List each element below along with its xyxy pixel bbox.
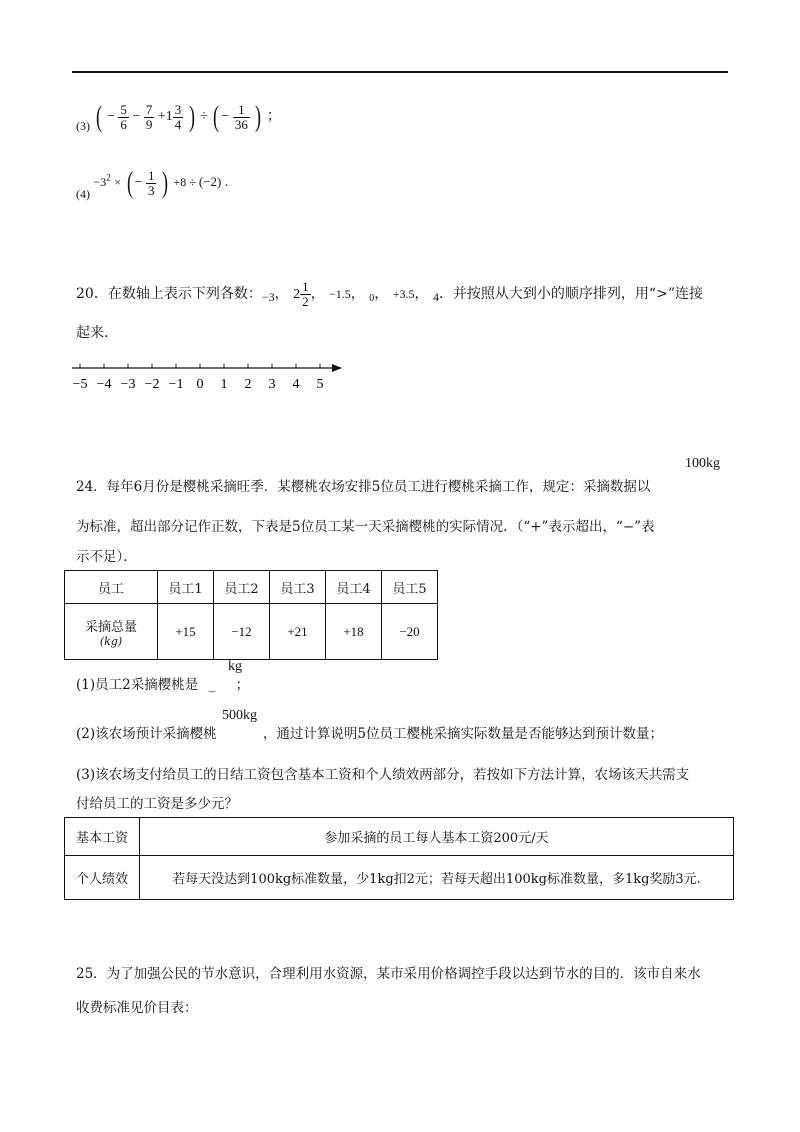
q24-line2: 为标准，超出部分记作正数，下表是5位员工某一天采摘樱桃的实际情况．（“+”表示超出，“−”表: [76, 519, 655, 535]
axis-tick-label: −3: [120, 377, 136, 392]
q24-line3: 示不足）．: [76, 549, 137, 565]
wage-row-label: 个人绩效: [65, 856, 140, 900]
table-header-cell: 员工5: [382, 571, 438, 604]
axis-tick-label: 4: [292, 377, 300, 392]
table-header-cell: 员工2: [214, 571, 270, 604]
item4-label: (4): [76, 187, 90, 202]
fraction: $\frac{1}{36}$: [234, 101, 248, 132]
wage-table: [64, 817, 734, 900]
wage-row-value: 参加采摘的员工每人基本工资200元/天: [140, 818, 734, 856]
axis-tick-label: 2: [244, 377, 252, 392]
q24-sub3-line1: (3)该农场支付给员工的日结工资包含基本工资和个人绩效两部分，若按如下方法计算，农场该天共需支: [76, 767, 690, 783]
table-header-cell: 员工: [65, 571, 158, 604]
axis-tick-label: 5: [316, 377, 324, 392]
item3-label: (3): [76, 119, 90, 134]
wage-row-label: 基本工资: [65, 818, 140, 856]
fraction: $\frac{7}{9}$: [145, 101, 153, 132]
axis-tick-label: 0: [196, 377, 204, 392]
table-header-cell: 员工3: [270, 571, 326, 604]
fraction: $\frac{5}{6}$: [120, 101, 127, 132]
table-cell: +18: [326, 604, 382, 660]
fraction: $\frac{3}{4}$: [174, 101, 182, 132]
q19-item3: (3) ( − $\frac{5}{6}$ − $\frac{7}{9}$ +1 $\frac{3}{4}$ ) ÷ ( − $\frac{1}{36}$ ) ；: [76, 100, 281, 134]
q24-line1: 24．每年6月份是樱桃采摘旺季．某樱桃农场安排5位员工进行樱桃采摘工作，规定：采摘数据以: [76, 479, 651, 495]
table-row-label: 采摘总量 (kg): [65, 604, 158, 660]
number-line: [70, 358, 350, 398]
q25-line1: 25．为了加强公民的节水意识，合理利用水资源，某市采用价格调控手段以达到节水的目的．该市自来水: [76, 966, 701, 982]
table-cell: −20: [382, 604, 438, 660]
fraction: $\frac{1}{3}$: [147, 167, 155, 198]
axis-tick-label: −5: [72, 377, 88, 392]
fraction: $\frac{1}{2}$: [302, 279, 309, 309]
table-cell: −12: [214, 604, 270, 660]
employee-table: [64, 570, 438, 660]
axis-tick-label: −1: [168, 377, 184, 392]
header-rule: [72, 71, 728, 73]
q24-sub1: (1)员工2采摘樱桃是 _ ；: [76, 677, 250, 693]
wage-row-value: 若每天没达到100kg标准数量，少1kg扣2元；若每天超出100kg标准数量，多1kg奖励3元.: [140, 856, 734, 900]
q25-line2: 收费标准见价目表：: [76, 1000, 198, 1016]
axis-tick-label: −4: [96, 377, 112, 392]
q19-item4: $(4) -3^2$ × ( − $\frac{1}{3}$ ) +8 ÷ (−2) .: [76, 166, 229, 202]
q24-unit-top: 100kg: [685, 456, 720, 471]
table-header-cell: 员工1: [158, 571, 214, 604]
axis-tick-label: −2: [144, 377, 160, 392]
axis-tick-label: 1: [220, 377, 228, 392]
table-header-cell: 员工4: [326, 571, 382, 604]
q24-sub2-unit: 500kg: [222, 708, 257, 723]
q24-sub3-line2: 付给员工的工资是多少元？: [76, 796, 238, 812]
q24-sub2: (2)该农场预计采摘樱桃 ，通过计算说明5位员工樱桃采摘实际数量是否能够达到预计数量；: [76, 726, 664, 742]
left-paren: (: [95, 100, 102, 133]
q20-line2: 起来．: [76, 325, 118, 341]
right-paren: ): [188, 100, 195, 133]
q20-line1: 20．在数轴上表示下列各数：−3， 2 $\frac{1}{2}$ ， −1.5， $_0$， +3.5， 4．并按照从大到小的顺序排列，用“>”连接: [76, 279, 703, 309]
q24-sub1-unit: kg: [228, 659, 242, 674]
table-cell: +15: [158, 604, 214, 660]
axis-tick-label: 3: [268, 377, 276, 392]
table-cell: +21: [270, 604, 326, 660]
